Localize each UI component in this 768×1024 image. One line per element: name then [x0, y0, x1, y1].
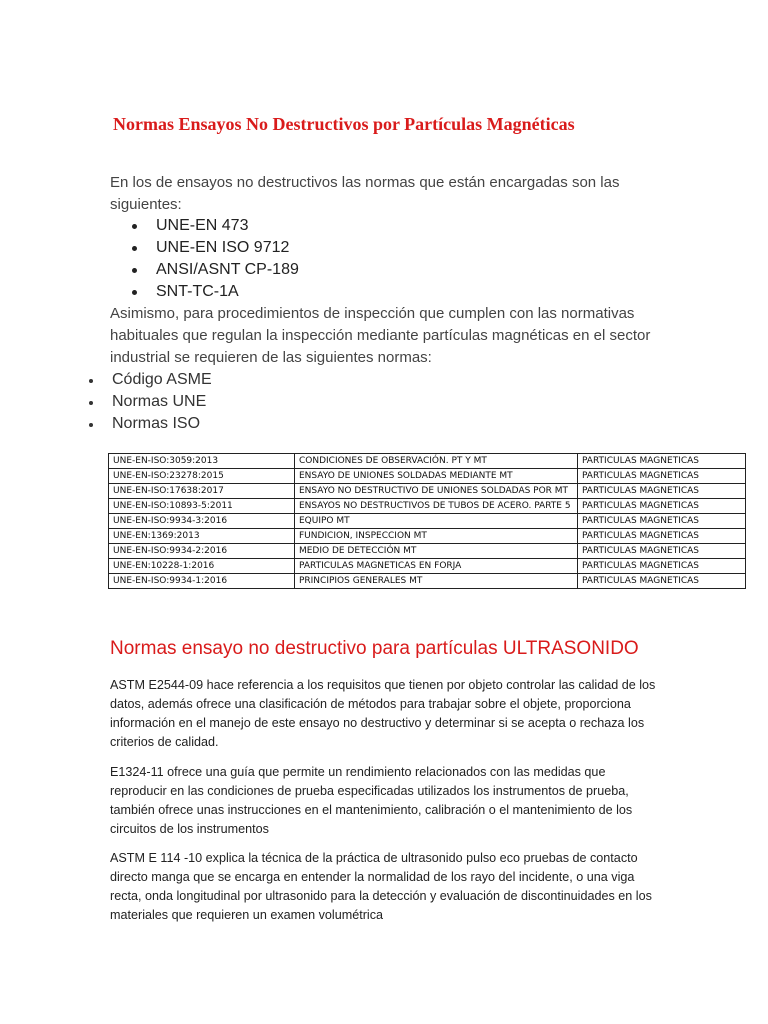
- norm-groups-list: [89, 369, 212, 435]
- table-cell: PARTICULAS MAGNETICAS: [577, 469, 745, 484]
- table-cell: PARTICULAS MAGNETICAS EN FORJA: [294, 559, 577, 574]
- table-cell: PARTICULAS MAGNETICAS: [577, 559, 745, 574]
- ultrasound-paragraph: ASTM E 114 -10 explica la técnica de la práctica de ultrasonido pulso eco pruebas de contacto directo manga que se encarga en entender la normalidad de los rayo del incidente, o una viga recta, onda longitudinal por ultrasonido para la detección y evaluación de discontinuidades en los materiales que requieren un examen volumétrica: [110, 851, 652, 922]
- table-cell: PRINCIPIOS GENERALES MT: [294, 574, 577, 589]
- ultrasound-paragraph: ASTM E2544-09 hace referencia a los requisitos que tienen por objeto controlar las calidad de los datos, además ofrece una clasificación de métodos para trabajar sobre el objete, proporciona información en el manejo de este ensayo no destructivo y determinar si se acepta o rechaza los criterios de calidad.: [110, 678, 656, 749]
- table-cell: UNE-EN:1369:2013: [109, 529, 295, 544]
- table-cell: EQUIPO MT: [294, 514, 577, 529]
- table-cell: PARTICULAS MAGNETICAS: [577, 484, 745, 499]
- table-cell: FUNDICION, INSPECCION MT: [294, 529, 577, 544]
- table-cell: PARTICULAS MAGNETICAS: [577, 514, 745, 529]
- bullet-icon: [132, 268, 137, 273]
- table-row: [109, 574, 746, 589]
- table-cell: ENSAYOS NO DESTRUCTIVOS DE TUBOS DE ACERO. PARTE 5: [294, 499, 577, 514]
- table-cell: PARTICULAS MAGNETICAS: [577, 529, 745, 544]
- table-row: [109, 529, 746, 544]
- list-item: UNE-EN 473: [132, 215, 299, 237]
- list-item: Código ASME: [89, 369, 212, 391]
- table-cell: UNE-EN-ISO:9934-3:2016: [109, 514, 295, 529]
- ultrasound-paragraph: E1324-11 ofrece una guía que permite un rendimiento relacionados con las medidas que reproducir en las condiciones de prueba especificadas utilizados los instrumentos de prueba, también ofrece unas instrucciones en el mantenimiento, calibración o el mantenimiento de los circuitos de los instrumentos: [110, 765, 633, 836]
- intro-paragraph: En los de ensayos no destructivos las normas que están encargadas son las siguientes:: [110, 174, 620, 213]
- table-cell: CONDICIONES DE OBSERVACIÓN. PT Y MT: [294, 454, 577, 469]
- bullet-icon: [89, 423, 93, 427]
- list-item: SNT-TC-1A: [132, 281, 299, 303]
- table-cell: UNE-EN-ISO:10893-5:2011: [109, 499, 295, 514]
- table-cell: UNE-EN-ISO:23278:2015: [109, 469, 295, 484]
- table-cell: PARTICULAS MAGNETICAS: [577, 574, 745, 589]
- ultrasound-heading: Normas ensayo no destructivo para partículas ULTRASONIDO: [110, 638, 639, 659]
- table-cell: MEDIO DE DETECCIÓN MT: [294, 544, 577, 559]
- table-cell: PARTICULAS MAGNETICAS: [577, 454, 745, 469]
- bullet-icon: [132, 224, 137, 229]
- norms-table: [108, 453, 746, 589]
- table-row: [109, 514, 746, 529]
- table-row: [109, 499, 746, 514]
- list-item: Normas ISO: [89, 413, 212, 435]
- bullet-icon: [89, 379, 93, 383]
- table-cell: PARTICULAS MAGNETICAS: [577, 544, 745, 559]
- table-cell: ENSAYO DE UNIONES SOLDADAS MEDIANTE MT: [294, 469, 577, 484]
- standards-list: [132, 215, 299, 303]
- table-cell: ENSAYO NO DESTRUCTIVO DE UNIONES SOLDADAS POR MT: [294, 484, 577, 499]
- bullet-icon: [89, 401, 93, 405]
- table-row: [109, 454, 746, 469]
- list-item: UNE-EN ISO 9712: [132, 237, 299, 259]
- table-row: [109, 484, 746, 499]
- procedures-paragraph: Asimismo, para procedimientos de inspección que cumplen con las normativas habituales que regulan la inspección mediante partículas magnéticas en el sector industrial se requieren de las siguientes normas:: [110, 305, 651, 366]
- table-row: [109, 544, 746, 559]
- list-item: ANSI/ASNT CP-189: [132, 259, 299, 281]
- table-cell: UNE-EN:10228-1:2016: [109, 559, 295, 574]
- bullet-icon: [132, 246, 137, 251]
- table-cell: PARTICULAS MAGNETICAS: [577, 499, 745, 514]
- table-cell: UNE-EN-ISO:9934-1:2016: [109, 574, 295, 589]
- table-cell: UNE-EN-ISO:3059:2013: [109, 454, 295, 469]
- bullet-icon: [132, 290, 137, 295]
- table-cell: UNE-EN-ISO:17638:2017: [109, 484, 295, 499]
- list-item: Normas UNE: [89, 391, 212, 413]
- table-row: [109, 559, 746, 574]
- table-row: [109, 469, 746, 484]
- table-cell: UNE-EN-ISO:9934-2:2016: [109, 544, 295, 559]
- page-title: Normas Ensayos No Destructivos por Partículas Magnéticas: [113, 114, 575, 134]
